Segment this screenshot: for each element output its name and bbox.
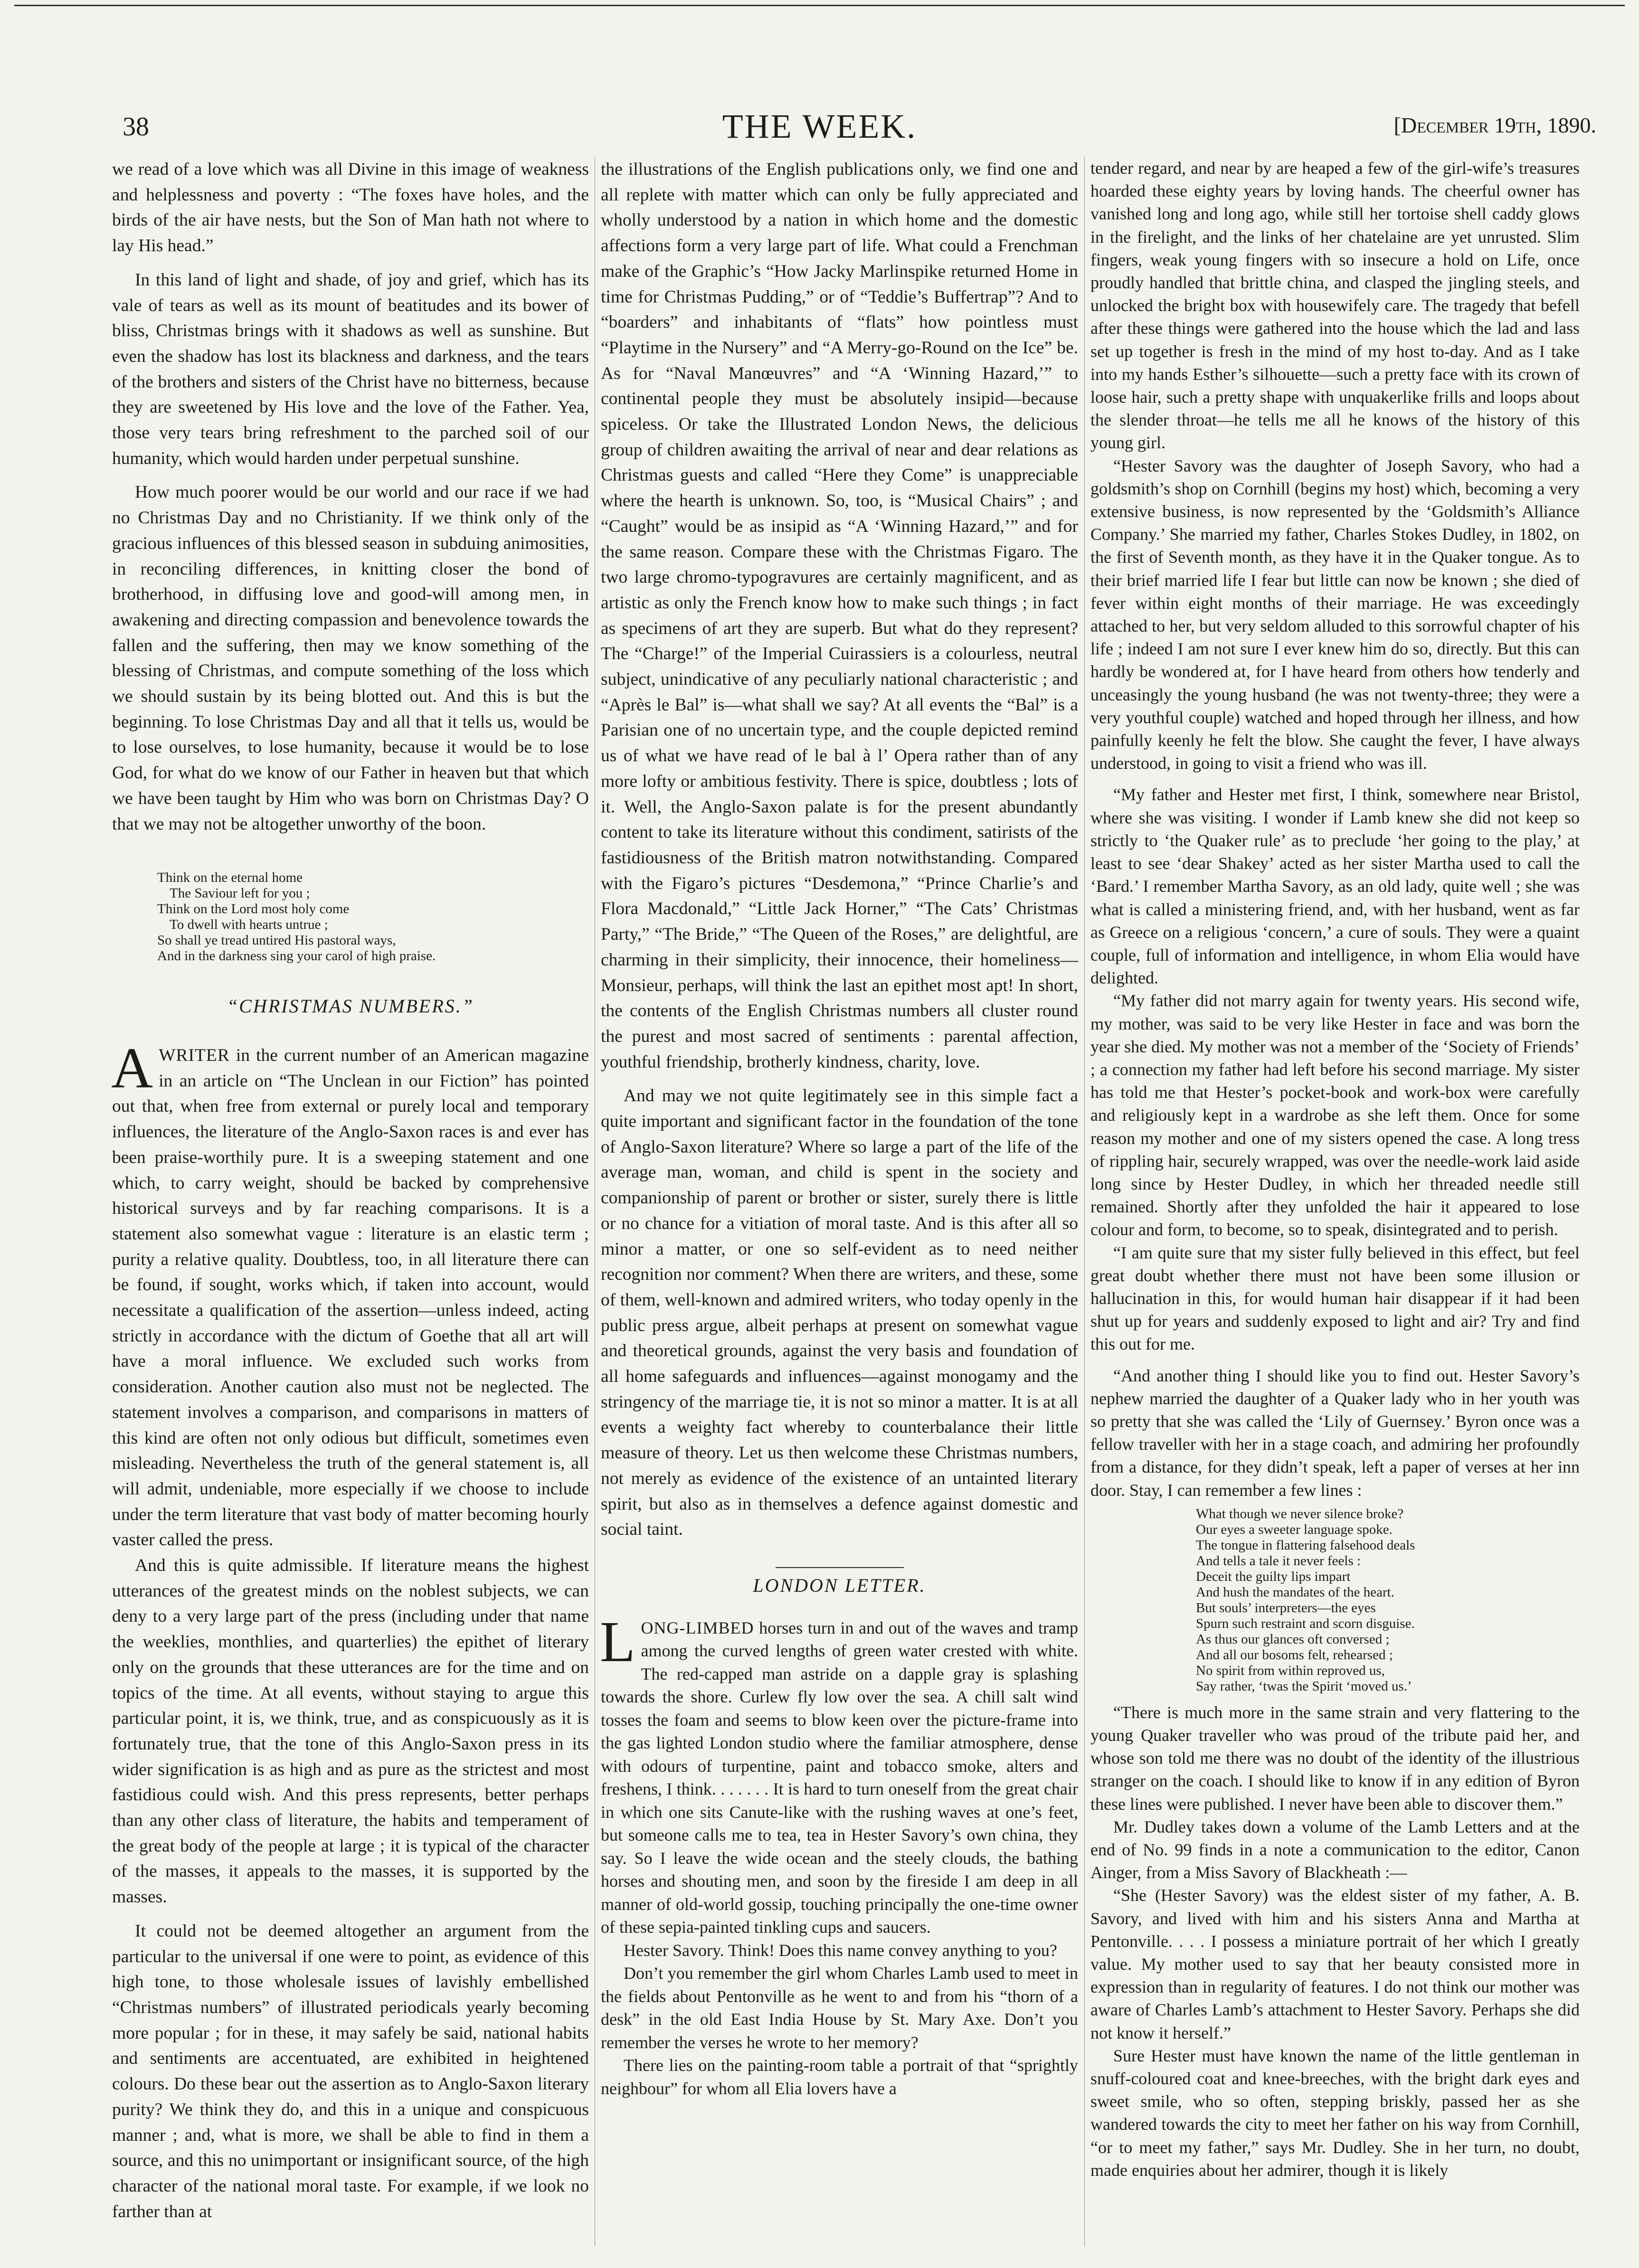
- paragraph: “My father did not marry again for twenty years. His second wife, my mother, was said to be very like Hester in face and was born the year she died. My mother was not a member of the ‘Society of Friends’ ; a connection my father had left before his second marriage. My sister has told me that Hester’s pocket-book and work-box were carefully and religiously kept in a wardrobe as she left them. Once for some reason my mother and one of my sisters opened the case. A long tress of rippling hair, securely wrapped, was over the needle-work laid aside long since by Hester Dudley, in which her threaded needle still remained. Shortly after they unfolded the hair it appeared to lose colour and form, to become, so to speak, disintegrated and to perish.: [1090, 991, 1580, 1239]
- paragraph: Sure Hester must have known the name of the little gentleman in snuff-coloured coat and knee-breeches, with the bright dark eyes and sweet smile, who so often, stepping briskly, passed her as she wandered towards the city to meet her father on his way from Cornhill, “or to meet my father,” says Mr. Dudley. She in her turn, no doubt, made enquiries about her admirer, though it is likely: [1090, 2046, 1580, 2180]
- paragraph: It could not be deemed altogether an argument from the particular to the universal if one were to point, as evidence of this high tone, to those wholesale issues of lavishly embellished “Christmas numbers” of illustrated periodicals yearly becoming more popular ; for in these, it may safely be said, national habits and sentiments are accentuated, are exhibited in heightened colours. Do these bear out the assertion as to Anglo-Saxon literary purity? We think they do, and this in a unique and conspicuous manner ; and, what is more, we shall be able to find in them a source, and this no unimportant or insignificant source, of the high character of the national moral taste. For example, if we look no farther than at: [112, 1921, 589, 2221]
- verse-line: Think on the Lord most holy come: [157, 901, 350, 917]
- verse-line: And in the darkness sing your carol of high praise.: [157, 948, 436, 964]
- verse-line: Think on the eternal home: [157, 870, 303, 886]
- paragraph: There lies on the painting-room table a portrait of that “sprightly neighbour” for whom all Elia lovers have a: [601, 2056, 1078, 2098]
- paragraph: Don’t you remember the girl whom Charles Lamb used to meet in the fields about Pentonville as he went to and from his “thorn of a desk” in the old East India House by St. Mary Axe. Don’t you remember the verses he wrote to her memory?: [601, 1964, 1078, 2052]
- paragraph: “My father and Hester met first, I think, somewhere near Bristol, where she was visiting. I wonder if Lamb knew she did not keep so strictly to ‘the Quaker rule’ as to preclude ‘her going to the play,’ at least to see ‘dear Shakey’ acted as her sister Martha used to call the ‘Bard.’ I remember Martha Savory, as an old lady, quite well ; she was what is called a ministering friend, and, with her husband, went as far as Greece on a religious ‘concern,’ a cure of souls. They were a quaint couple, full of information and intelligence, in whom Elia would have delighted.: [1090, 785, 1580, 988]
- verse-line: What though we never silence broke?: [1196, 1506, 1404, 1521]
- paragraph: “Hester Savory was the daughter of Joseph Savory, who had a goldsmith’s shop on Cornhill (begins my host) which, becoming a very extensive business, is now represented by the ‘Goldsmith’s Alliance Company.’ She married my father, Charles Stokes Dudley, in 1802, on the first of Seventh month, as they have it in the Quaker tongue. As to their brief married life I fear but little can now be known ; she died of fever within eight months of their marriage. He was exceedingly attached to her, but very seldom alluded to this sorrowful chapter of his life ; indeed I am not sure I ever knew him do so, directly. But this can hardly be wondered at, for I have heard from others how tenderly and unceasingly the young husband (he was not twenty-three; they were a very youthful couple) watched and hoped through her illness, and how painfully keenly he felt the blow. She caught the fever, I have always understood, in going to visit a friend who was ill.: [1090, 456, 1580, 773]
- lead-text: in the current number of an American magazine in an article on “The Unclean in our Fiction” has pointed out that, when free from external or purely local and temporary influences, the literature of the Anglo-Saxon races is and ever has been praise-worthily pure. It is a sweeping statement and one which, to carry weight, should be backed by comprehensive historical surveys and by far reaching comparisons. It is a statement also somewhat vague : literature is an elastic term ; purity a relative quality. Doubtless, too, in all literature there can be found, if sought, works which, if taken into account, would necessitate a qualification of the assertion—unless indeed, acting strictly in accordance with the dictum of Goethe that all art will have a moral influence. We excluded such works from consideration. Another caution also must not be neglected. The statement involves a comparison, and comparisons in matters of this kind are often not only odious but difficult, sometimes even misleading. Nevertheless the truth of the general statement is, all will admit, undeniable, more especially if we choose to include under the term literature that vast body of matter becoming hourly vaster called the press.: [112, 1045, 589, 1550]
- column-1: [112, 157, 589, 2224]
- verse-line: The Saviour left for you ;: [170, 886, 310, 901]
- paragraph: And may we not quite legitimately see in this simple fact a quite important and significant factor in the foundation of the tone of Anglo-Saxon literature? Where so large a part of the life of the average man, woman, and child is spent in the society and companionship of parent or brother or sister, surely there is little or no chance for a vitiation of moral taste. And is this after all so minor a matter, or one so self-evident as to need neither recognition nor comment? When there are writers, and these, some of them, well-known and admired writers, who today openly in the public press argue, albeit perhaps at present on somewhat vague and theoretical grounds, against the very basis and foundation of all home safeguards and influences—against monogamy and the stringency of the marriage tie, it is not so minor a matter. It is at all events a weighty fact whereby to counterbalance their little measure of theory. Let us then welcome these Christmas numbers, not merely as evidence of the existence of an untainted literary spirit, but also as in themselves a defence against domestic and social taint.: [601, 1086, 1078, 1540]
- drop-cap: L: [600, 1609, 635, 1674]
- top-border: [14, 5, 1625, 6]
- page-number: 38: [123, 112, 149, 142]
- hymn-verse: [157, 870, 589, 964]
- verse-line: Spurn such restraint and scorn disguise.: [1196, 1616, 1415, 1631]
- title-rule: [776, 1567, 904, 1568]
- drop-cap: A: [111, 1036, 153, 1100]
- verse-line: No spirit from within reproved us,: [1196, 1663, 1385, 1678]
- paragraph: “There is much more in the same strain and very flattering to the young Quaker traveller who was proud of the tribute paid her, and whose son told me there was no doubt of the identity of the illustrious stranger on the coach. I should like to know if in any edition of Byron these lines were published. I never have been able to discover them.”: [1090, 1702, 1580, 1814]
- verse-line: And tells a tale it never feels :: [1196, 1553, 1361, 1569]
- issue-date: [December 19th, 1890.: [1393, 113, 1596, 137]
- paragraph: “I am quite sure that my sister fully believed in this effect, but feel great doubt whether there must not have been some illusion or hallucination in this, for would human hair disappear if it had been shut up for years and suddenly exposed to light and air? Try and find this out for me.: [1090, 1243, 1580, 1354]
- section-title-london-letter: [601, 1567, 1078, 1598]
- verse-line: Say rather, ‘twas the Spirit ‘moved us.’: [1196, 1678, 1412, 1694]
- verse-line: Deceit the guilty lips impart: [1196, 1569, 1351, 1584]
- paragraph: In this land of light and shade, of joy and grief, which has its vale of tears as well as its mount of beatitudes and its bower of bliss, Christmas brings with it shadows as well as sunshine. But even the shadow has lost its blackness and darkness, and the tears of the brothers and sisters of the Christ have no bitterness, because they are sweetened by His love and the love of the Father. Yea, those very tears bring refreshment to the parched soil of our humanity, which would harden under perpetual sunshine.: [112, 270, 589, 468]
- section-title-christmas-numbers: “CHRISTMAS NUMBERS.”: [227, 995, 474, 1017]
- verse-line: The tongue in flattering falsehood deals: [1196, 1537, 1415, 1553]
- lead-word: WRITER: [159, 1045, 230, 1065]
- paragraph: the illustrations of the English publications only, we find one and all replete with matter which can only be fully appreciated and wholly understood by a nation in which home and the domestic affections form a very large part of life. What could a Frenchman make of the Graphic’s “How Jacky Marlinspike returned Home in time for Christmas Pudding,” or of “Teddie’s Buffertrap”? And to “boarders” and inhabitants of “flats” how pointless must “Playtime in the Nursery” and “A Merry-go-Round on the Ice” be. As for “Naval Manœuvres” and “A ‘Winning Hazard,’” to continental people they must be absolutely insipid—because spiceless. Or take the Illustrated London News, the delicious group of children awaiting the arrival of near and dear relations as Christmas guests and called “Here they Come” is unappreciable where the hearth is unknown. So, too, is “Musical Chairs” ; and “Caught” would be as insipid as “A ‘Winning Hazard,’” and for the same reason. Compare these with the Christmas Figaro. The two large chromo-typogravures are certainly magnificent, and as artistic as only the French know how to make such things ; in fact as specimens of art they are superb. But what do they represent? The “Charge!” of the Imperial Cuirassiers is a colourless, neutral subject, unindicative of any peculiarly national characteristic ; and “Après le Bal” is—what shall we say? At all events the “Bal” is a Parisian one of no uncertain type, and the couple depicted remind us of what we have read of le bal à l’ Opera rather than of any more lofty or ambitious festivity. There is spice, doubtless ; lots of it. Well, the Anglo-Saxon palate is for the present abundantly content to take its literature without this condiment, satirists of the fastidiousness of the British matron notwithstanding. Compared with the Figaro’s pictures “Desdemona,” “Prince Charlie’s and Flora Macdonald,” “Little Jack Horner,” “The Cats’ Christmas Party,” “The Bride,” “The Queen of the Roses,” are delightful, are charming in their simplicity, their innocence, their homeliness—Monsieur, perhaps, will think the last an epithet most apt! In short, the contents of the English Christmas numbers all cluster round the purest and most sacred of sentiments : parental affection, youthful friendship, brotherly kindness, charity, love.: [601, 160, 1078, 1072]
- article-lead-paragraph: [600, 1609, 1078, 1939]
- column-divider: [1084, 157, 1085, 2246]
- verse-line: So shall ye tread untired His pastoral ways,: [157, 933, 396, 948]
- lead-text: horses turn in and out of the waves and tramp among the curved lengths of green water crested with white. The red-capped man astride on a dapple gray is splashing towards the shore. Curlew fly low over the sea. A chill salt wind tosses the foam and seems to blow keen over the picture-frame into the gas lighted London studio where the familiar atmosphere, dense with odours of turpentine, paint and tobacco smoke, alters and freshens, I think. . . . . . . It is hard to turn oneself from the great chair in which one sits Canute-like with the rushing waves at one’s feet, but someone calls me to tea, tea in Hester Savory’s own china, they say. So I leave the wide ocean and the steely clouds, the bathing horses and shouting men, and soon by the fireside I am deep in all manner of old-world gossip, touching principally the one-time owner of these sepia-painted tinkling cups and saucers.: [601, 1618, 1078, 1937]
- paragraph: How much poorer would be our world and our race if we had no Christmas Day and no Christianity. If we think only of the gracious influences of this blessed season in subduing animosities, in reconciling differences, in knitting closer the bond of brotherhood, in diffusing love and good-will among men, in awakening and directing compassion and benevolence towards the fallen and the suffering, then may we know something of the blessing of Christmas, and compute something of the loss which we should sustain by its being blotted out. And this is but the beginning. To lose Christmas Day and all that it tells us, would be to lose ourselves, to lose humanity, because it would be to lose God, for what do we know of our Father in heaven but that which we have been taught by Him who was born on Christmas Day? O that we may not be altogether unworthy of the boon.: [112, 482, 589, 834]
- paragraph: “She (Hester Savory) was the eldest sister of my father, A. B. Savory, and lived with him and his sisters Anna and Martha at Pentonville. . . . I possess a miniature portrait of her which I greatly value. My mother used to say that her beauty consisted more in expression than in regularity of features. I do not think our mother was aware of Charles Lamb’s attachment to Hester Savory. Perhaps she did not know it herself.”: [1090, 1886, 1580, 2042]
- verse-line: But souls’ interpreters—the eyes: [1196, 1600, 1376, 1616]
- paragraph: Hester Savory. Think! Does this name convey anything to you?: [624, 1940, 1057, 1960]
- lead-word: ONG-LIMBED: [641, 1618, 754, 1637]
- paragraph: And this is quite admissible. If literature means the highest utterances of the greatest minds on the noblest subjects, we can deny to a very large part of the press (including under that name the weeklies, monthlies, and quarterlies) the epithet of literary only on the grounds that these utterances are for the time and on topics of the time. At all events, without staying to argue this particular point, it is, we think, true, and as conspicuously as it is fortunately true, that the tone of this Anglo-Saxon press in its wider signification is as high and as pure as the strictest and most fastidious could wish. And this press represents, better perhaps than any other class of literature, the habits and temperament of the great body of the people at large ; it is typical of the character of the masses, it appeals to the masses, it is supported by the masses.: [112, 1556, 589, 1907]
- running-title: THE WEEK.: [722, 107, 917, 145]
- verse-line: And all our bosoms felt, rehearsed ;: [1196, 1647, 1393, 1663]
- verse-line: As thus our glances oft conversed ;: [1196, 1631, 1390, 1647]
- paragraph: Mr. Dudley takes down a volume of the Lamb Letters and at the end of No. 99 finds in a note a communication to the editor, Canon Ainger, from a Miss Savory of Blackheath :—: [1090, 1817, 1580, 1882]
- verse-line: Our eyes a sweeter language spoke.: [1196, 1521, 1393, 1537]
- article-lead-paragraph: [111, 1036, 589, 1553]
- byron-verse: [1196, 1506, 1580, 1694]
- column-2: [601, 157, 1078, 2100]
- paragraph: tender regard, and near by are heaped a few of the girl-wife’s treasures hoarded these eighty years by loving hands. The cheerful owner has vanished long and long ago, while still her tortoise shell caddy glows in the firelight, and the links of her chatelaine are yet unrusted. Slim fingers, weak young fingers with so insecure a hold on Life, once proudly handled that brittle china, and clasped the jingling steels, and unlocked the bright box with housewifely care. The tragedy that befell after these things were gathered into the house which the lad and lass set up together is fresh in the mind of my host to-day. And as I take into my hands Esther’s silhouette—such a pretty face with its crown of loose hair, such a pretty shape with unquakerlike frills and loops about the slender throat—he tells me all he knows of the history of this young girl.: [1090, 159, 1580, 453]
- page-header: [0, 102, 1639, 145]
- london-letter-title: LONDON LETTER.: [753, 1574, 926, 1596]
- verse-line: To dwell with hearts untrue ;: [170, 917, 328, 933]
- paragraph: “And another thing I should like you to find out. Hester Savory’s nephew married the daughter of a Quaker lady who in her youth was so pretty that she was called the ‘Lily of Guernsey.’ Byron once was a fellow traveller with her in a stage coach, and admiring her profoundly from a distance, for they didn’t speak, left a paper of verses at her inn door. Stay, I can remember a few lines :: [1090, 1366, 1580, 1500]
- verse-line: And hush the mandates of the heart.: [1196, 1584, 1394, 1600]
- paragraph: we read of a love which was all Divine in this image of weakness and helplessness and poverty : “The foxes have holes, and the birds of the air have nests, but the Son of Man hath not where to lay His head.”: [112, 160, 589, 256]
- column-3: [1090, 157, 1580, 2182]
